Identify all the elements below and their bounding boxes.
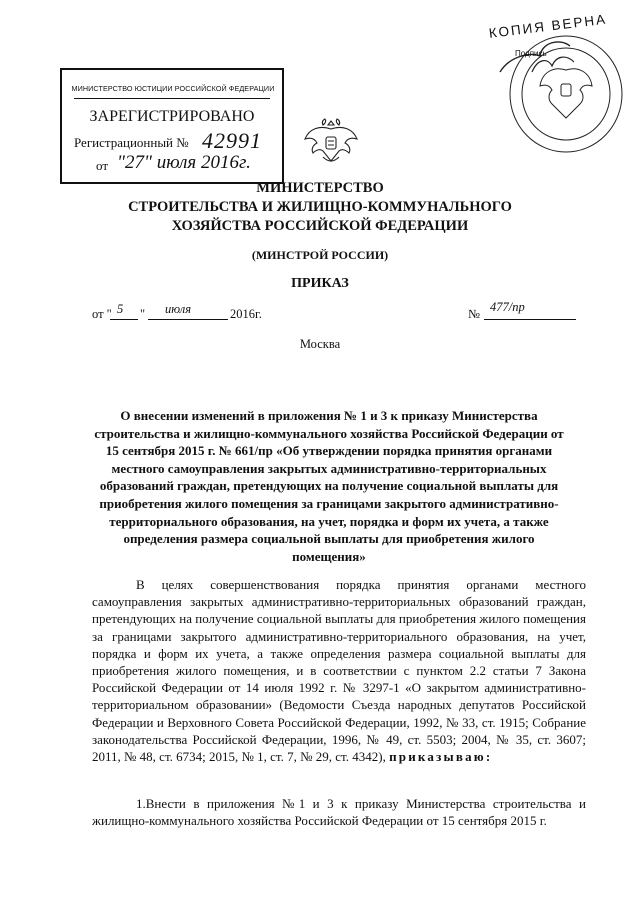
order-city: Москва [299,337,341,351]
copy-stamp-signature-label: Подпись [515,49,547,58]
order-day: 5 [117,302,124,316]
ministry-short-name: (МИНСТРОЙ РОССИИ) [251,248,389,262]
order-directive: приказываю: [389,749,493,765]
preamble-text: В целях совершенствования порядка принятия органами местного самоуправления закрытых административно-территориальных образований граждан, претендующих на получение социальной выплаты для приобретения жилого помещения за границами закрытого административно-территориального образования, на учет, порядка и форм их учета, а также определения размера социальной выплаты для приобретения жилого помещения, и в соответствии с пунктом 2.2 статьи 7 Закона Российской Федерации от 14 июля 1992 г. № 3297-1 «О закрытом административно-территориальном образовании» (Ведомости Съезда народных депутатов Российской Федерации и Верховного Совета Российской Федерации, 1992, № 33, ст. 1915; Собрание законодательства Российской Федерации, 1996, № 49, ст. 5503; 2004, № 35, ст. 3607; 2011, № 48, ст. 6734; 2015, № 1, ст. 7, № 29, ст. 4342), [92,577,586,765]
ministry-title-line3: ХОЗЯЙСТВА РОССИЙСКОЙ ФЕДЕРАЦИИ [171,218,469,234]
document-type: ПРИКАЗ [291,276,349,291]
order-month: июля [165,302,192,316]
clause-1-paragraph: 1.Внести в приложения №1 и 3 к приказу Министерства строительства и жилищно-коммунального хозяйства Российской Федерации от 15 сентября 2015 г. [92,796,586,829]
registration-number-label: Регистрационный № [74,135,189,150]
stamp-divider [74,98,270,99]
ministry-title-line2: СТРОИТЕЛЬСТВА И ЖИЛИЩНО-КОММУНАЛЬНОГО [128,199,512,215]
order-month-underline [148,319,228,320]
registration-title: ЗАРЕГИСТРИРОВАНО [89,108,255,125]
registration-ministry: МИНИСТЕРСТВО ЮСТИЦИИ РОССИЙСКОЙ ФЕДЕРАЦИИ [71,84,275,93]
registration-date-value: "27" июля 2016г. [117,152,251,173]
order-year: 2016г. [230,307,262,321]
ministry-title-line1: МИНИСТЕРСТВО [256,180,384,196]
order-subject: О внесении изменений в приложения № 1 и 3 к приказу Министерства строительства и жилищно-коммунального хозяйства Российской Федерации от 15 сентября 2015 г. № 661/пр «Об утверждении порядка принятия органами местного самоуправления закрытых административно-территориальных образований граждан, претендующих на получение социальной выплаты для приобретения жилого помещения за границами закрытого административно-территориального образования, на учет, порядка и форм их учета, а также определения размера социальной выплаты для приобретения жилого помещения» [94,408,564,564]
order-number-value: 477/пр [490,300,525,314]
order-day-underline [110,319,138,320]
registration-date-label: от [96,158,109,173]
registration-number-value: 42991 [202,128,262,153]
preamble-paragraph [92,576,586,765]
registration-stamp [60,68,284,184]
order-mid-quote: " [140,307,146,321]
order-number-label: № [468,307,480,321]
order-date-prefix: от " [92,307,112,321]
coat-of-arms-icon [301,115,361,169]
copy-stamp-text: КОПИЯ ВЕРНА [488,11,608,41]
order-number-underline [484,319,576,320]
